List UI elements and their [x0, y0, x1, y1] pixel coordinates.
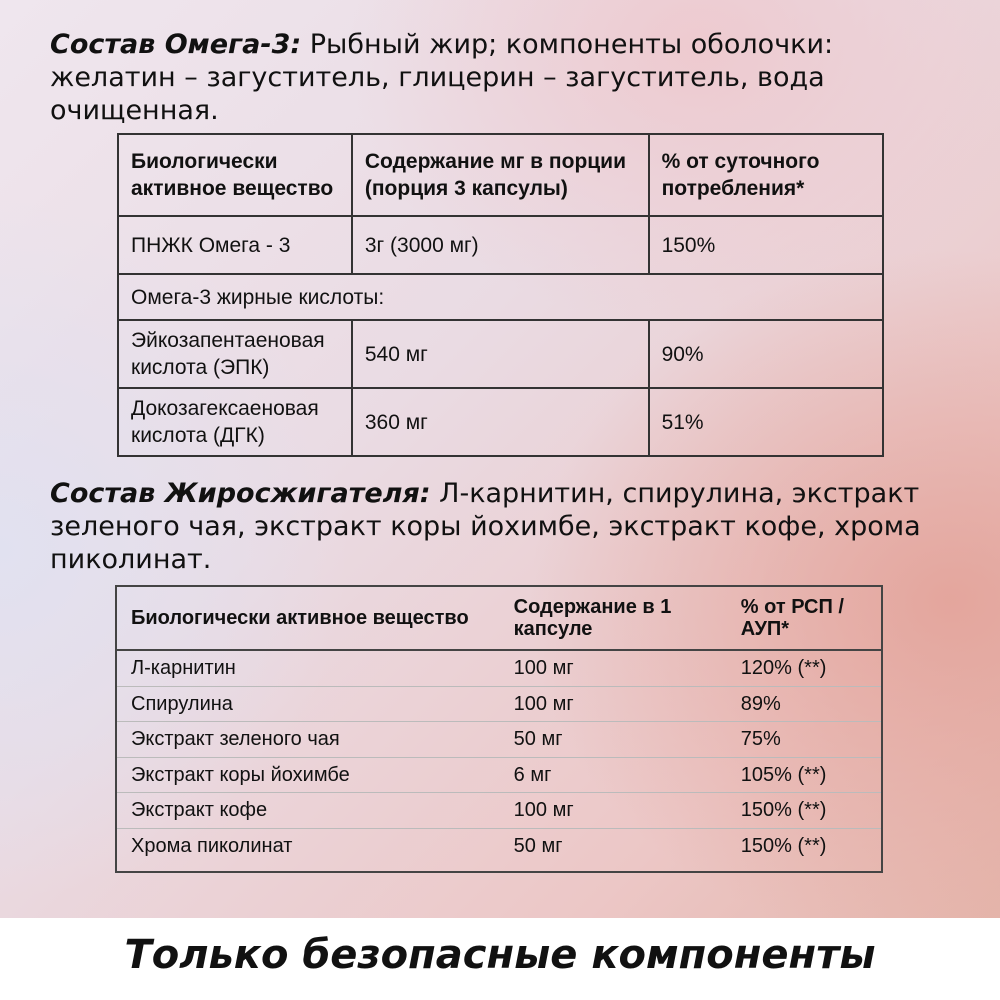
cell-percent: 150%: [649, 216, 883, 274]
table-header-row: [118, 134, 883, 216]
cell-percent: 120% (**): [727, 650, 881, 686]
table-row: [117, 686, 881, 722]
table-row: [118, 320, 883, 388]
table-row: [117, 757, 881, 793]
table-header-row: [117, 587, 881, 650]
cell-percent: 150% (**): [740, 834, 827, 857]
table-row: [117, 722, 881, 758]
header-content: Содержание мг в порции (порция 3 капсулы): [352, 134, 649, 216]
omega-table: [117, 133, 884, 457]
table-row: [117, 650, 881, 686]
cell-amount: 50 мг: [500, 722, 727, 758]
cell-substance: Л-карнитин: [117, 650, 500, 686]
cell-percent: 51%: [649, 388, 883, 456]
table-row: [117, 828, 881, 863]
omega-composition-title: Состав Омега-3:: [50, 29, 302, 60]
cell-amount: 100 мг: [500, 793, 727, 829]
header-substance: Биологически активное вещество: [118, 134, 352, 216]
cell-substance: Эйкозапентаеновая кислота (ЭПК): [118, 320, 352, 388]
table-row: [118, 274, 883, 320]
omega-composition: [50, 28, 960, 127]
burner-composition-title: Состав Жиросжигателя:: [50, 478, 431, 509]
header-rsp-percent: % от РСП /АУП*: [727, 587, 881, 650]
cell-substance: Экстракт коры йохимбе: [117, 757, 500, 793]
cell-percent: 75%: [727, 722, 881, 758]
header-substance: Биологически активное вещество: [117, 587, 500, 650]
cell-amount: 3г (3000 мг): [352, 216, 649, 274]
table-row: [118, 388, 883, 456]
cell-substance: Спирулина: [117, 686, 500, 722]
cell-substance: Экстракт зеленого чая: [117, 722, 500, 758]
cell-amount: 540 мг: [352, 320, 649, 388]
cell-amount: 100 мг: [500, 686, 727, 722]
footer-banner: [0, 918, 1000, 1000]
cell-substance: ПНЖК Омега - 3: [118, 216, 352, 274]
cell-amount: 50 мг: [513, 834, 563, 857]
cell-group-label: Омега-3 жирные кислоты:: [118, 274, 883, 320]
cell-percent: 105% (**): [727, 757, 881, 793]
cell-substance: Экстракт кофе: [117, 793, 500, 829]
header-content: Содержание в 1 капсуле: [500, 587, 727, 650]
cell-substance: Хрома пиколинат: [131, 834, 293, 857]
footer-slogan: Только безопасные компоненты: [124, 932, 876, 978]
burner-table: [117, 587, 881, 863]
cell-percent: 89%: [727, 686, 881, 722]
table-row: [117, 793, 881, 829]
cell-percent: 150% (**): [727, 793, 881, 829]
cell-substance: Докозагексаеновая кислота (ДГК): [118, 388, 352, 456]
table-row: [118, 216, 883, 274]
cell-percent: 90%: [649, 320, 883, 388]
omega-composition-text: Рыбный жир; компоненты оболочки: желатин – загуститель, глицерин – загуститель, вода очищенная.: [50, 29, 834, 126]
cell-amount: 100 мг: [500, 650, 727, 686]
burner-composition-text: Л-карнитин, спирулина, экстракт зеленого чая, экстракт коры йохимбе, экстракт кофе, хрома пиколинат.: [50, 478, 921, 575]
cell-amount: 6 мг: [500, 757, 727, 793]
burner-composition: [50, 477, 960, 576]
burner-table-frame: [115, 585, 883, 873]
cell-amount: 360 мг: [352, 388, 649, 456]
header-daily-percent: % от суточного потребления*: [649, 134, 883, 216]
